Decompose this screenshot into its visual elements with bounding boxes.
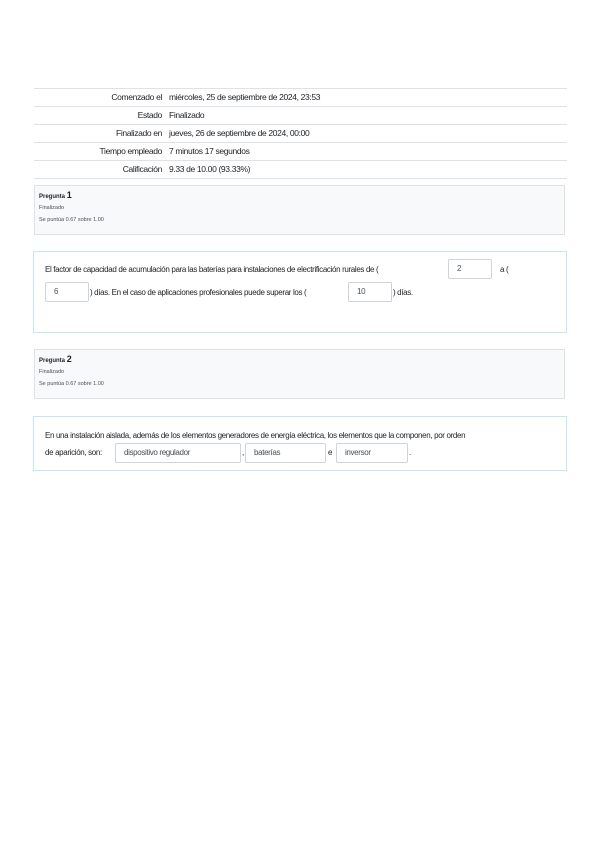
question-text: En una instalación aislada, además de los elementos generadores de energía eléctrica, los elementos que la componen, por orden [45,431,466,440]
summary-label: Calificación [122,164,162,174]
separator-text: . [409,448,411,457]
summary-row-finished [34,125,567,143]
summary-value: 7 minutos 17 segundos [169,146,250,156]
answer-input-2[interactable]: baterías [245,443,326,463]
answer-input-2[interactable]: 6 [45,282,89,302]
question-1-info [34,185,565,235]
question-number [39,355,560,365]
question-state: Finalizado [39,205,65,211]
question-2-content [33,416,567,471]
question-1-content [33,251,567,333]
summary-label: Finalizado en [115,128,162,138]
summary-row-time-taken [34,143,567,161]
question-state: Finalizado [39,369,65,375]
separator-text: e [328,448,333,457]
answer-input-3[interactable]: inversor [336,443,408,463]
question-text: ) días. En el caso de aplicaciones profesionales puede superar los ( [90,288,307,297]
summary-label: Tiempo empleado [99,146,162,156]
summary-value: miércoles, 25 de septiembre de 2024, 23:53 [169,92,321,102]
summary-label: Comenzado el [111,92,162,102]
question-number [39,191,560,201]
question-text: a ( [500,265,509,274]
summary-row-started [34,89,567,107]
question-text: ) días. [393,288,413,297]
question-text: El factor de capacidad de acumulación para las baterías para instalaciones de electrificación rurales de ( [45,265,379,274]
answer-input-1[interactable]: 2 [448,259,492,279]
answer-input-3[interactable]: 10 [348,282,392,302]
question-prefix: Pregunta [39,358,66,364]
question-2-info [34,349,565,399]
summary-row-state [34,107,567,125]
summary-value: jueves, 26 de septiembre de 2024, 00:00 [169,128,310,138]
question-text: de aparición, son: [45,448,102,457]
attempt-summary-table [34,88,567,179]
question-grade: Se puntúa 0.67 sobre 1.00 [39,217,104,223]
question-prefix: Pregunta [39,194,66,200]
summary-value: Finalizado [169,110,205,120]
question-grade: Se puntúa 0.67 sobre 1.00 [39,381,104,387]
question-number-value: 1 [66,190,72,200]
summary-row-grade [34,161,567,179]
summary-value: 9.33 de 10.00 (93.33%) [169,164,251,174]
summary-label: Estado [137,110,162,120]
answer-input-1[interactable]: dispositivo regulador [115,443,241,463]
question-number-value: 2 [66,354,72,364]
separator-text: , [242,448,244,457]
